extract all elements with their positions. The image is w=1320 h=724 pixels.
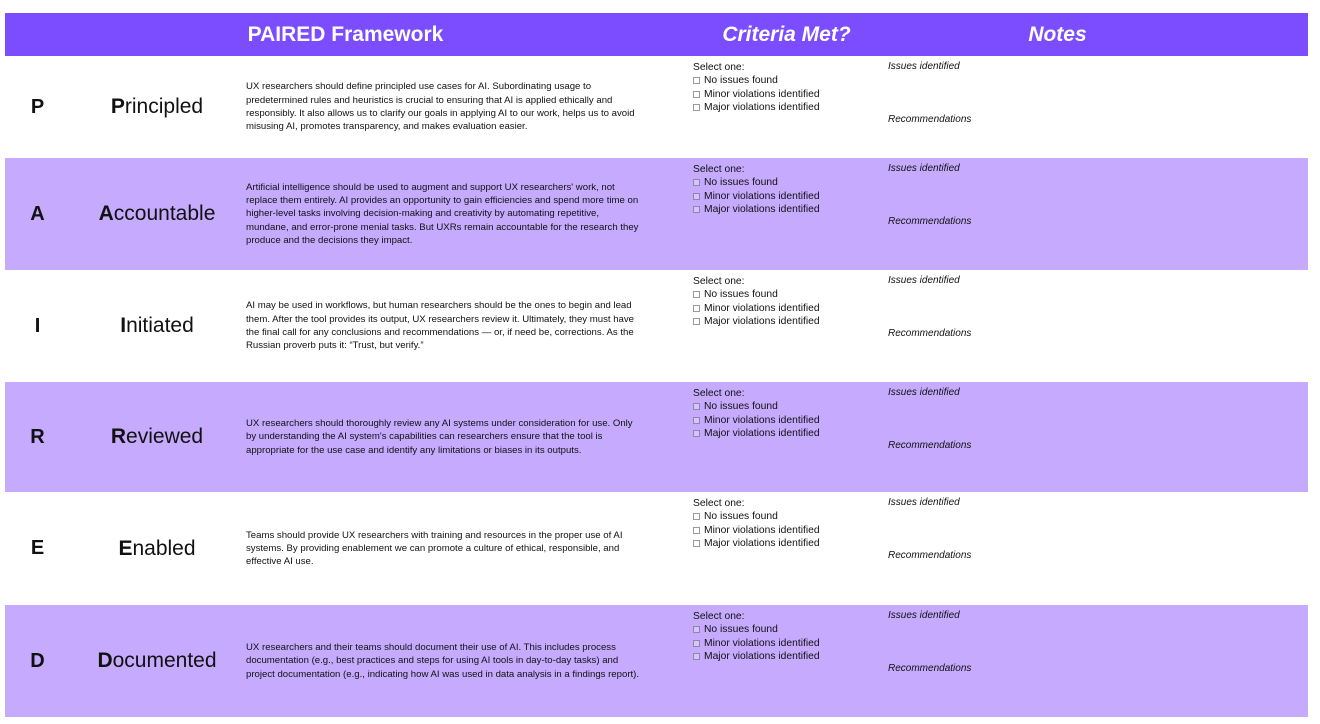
description-text: Teams should provide UX researchers with training and resources in the proper use of AI systems. By providing enablement we can promote a culture of ethical, responsible, and effective AI use. [246,529,623,568]
criteria-option[interactable] [693,427,873,440]
principle-rest: nitiated [126,314,194,337]
principle-description [246,270,641,382]
checkbox[interactable] [693,626,700,633]
option-label: No issues found [704,511,778,523]
option-label: Major violations identified [704,101,820,113]
criteria-option[interactable] [693,400,873,413]
recommendations-label[interactable]: Recommendations [888,550,972,561]
table-row [5,492,1308,605]
principle-name [70,382,244,492]
checkbox[interactable] [693,513,700,520]
option-label: No issues found [704,289,778,301]
principle-name [70,492,244,605]
issues-identified-label[interactable]: Issues identified [888,275,960,286]
row-letter: D [30,649,45,672]
checkbox[interactable] [693,653,700,660]
criteria-option[interactable] [693,637,873,650]
criteria-cell [693,61,873,114]
principle-rest: ccountable [113,202,216,225]
principle-initial: R [110,425,127,448]
recommendations-label[interactable]: Recommendations [888,216,972,227]
select-one-label: Select one: [693,388,745,399]
criteria-option[interactable] [693,288,873,301]
criteria-option[interactable] [693,414,873,427]
row-letter: I [34,314,41,337]
table-header [5,13,1308,56]
description-text: UX researchers and their teams should document their use of AI. This includes process documentation (e.g., best practices and steps for using AI tools in day-to-day tasks) and project documentation (e.g., indicating how AI was used in data analysis in a findings report). [246,642,640,680]
checkbox[interactable] [693,403,700,410]
checkbox[interactable] [693,527,700,534]
principle-initial: I [120,314,127,337]
option-label: Minor violations identified [704,88,820,100]
principle-description [246,605,641,717]
checkbox[interactable] [693,193,700,200]
principle-initial: A [98,202,114,225]
header-notes: Notes [1028,22,1087,46]
checkbox[interactable] [693,91,700,98]
select-one-label: Select one: [693,498,745,509]
criteria-option[interactable] [693,315,873,328]
criteria-option[interactable] [693,623,873,636]
checkbox[interactable] [693,104,700,111]
description-text: AI may be used in workflows, but human researchers should be the ones to begin and lead them. After the tool provides its output, UX researchers review it. Ultimately, they must have the final call for any conclusions and recommendations — or, if need be, corrections. As the Russian proverb puts it: “Trust, but verify.” [246,300,634,352]
checkbox[interactable] [693,540,700,547]
criteria-option[interactable] [693,88,873,101]
checkbox[interactable] [693,640,700,647]
principle-rest: rincipled [124,95,204,118]
select-one-label: Select one: [693,611,745,622]
option-label: Major violations identified [704,650,820,662]
select-one-label: Select one: [693,164,745,175]
option-label: No issues found [704,75,778,87]
principle-description [246,382,641,492]
option-label: No issues found [704,624,778,636]
principle-description [246,158,641,270]
checkbox[interactable] [693,417,700,424]
recommendations-label[interactable]: Recommendations [888,328,972,339]
option-label: No issues found [704,177,778,189]
criteria-option[interactable] [693,74,873,87]
principle-name [70,56,244,158]
option-label: Minor violations identified [704,190,820,202]
option-label: Minor violations identified [704,637,820,649]
issues-identified-label[interactable]: Issues identified [888,497,960,508]
criteria-option[interactable] [693,190,873,203]
table-body [5,56,1308,717]
criteria-option[interactable] [693,203,873,216]
principle-rest: ocumented [112,649,217,672]
criteria-cell [693,163,873,216]
criteria-cell [693,387,873,440]
principle-rest: nabled [132,536,196,560]
principle-description [246,56,641,158]
header-criteria-met: Criteria Met? [722,22,851,46]
recommendations-label[interactable]: Recommendations [888,114,972,125]
criteria-option[interactable] [693,302,873,315]
row-letter: A [30,202,45,225]
option-label: Minor violations identified [704,524,820,536]
principle-initial: P [110,95,125,118]
table-row [5,270,1308,382]
select-one-label: Select one: [693,276,745,287]
principle-initial: D [97,649,113,672]
table-row [5,605,1308,717]
issues-identified-label[interactable]: Issues identified [888,61,960,72]
criteria-option[interactable] [693,176,873,189]
criteria-option[interactable] [693,524,873,537]
checkbox[interactable] [693,77,700,84]
principle-name [70,270,244,382]
option-label: Major violations identified [704,427,820,439]
description-text: UX researchers should thoroughly review any AI systems under consideration for use. Only by understanding the AI system's capabilities can researchers ensure that the tool is appropriate for the use case and identify any limitations or biases in its outputs. [246,418,633,456]
principle-initial: E [118,536,133,560]
criteria-option[interactable] [693,650,873,663]
principle-description [246,492,641,605]
issues-identified-label[interactable]: Issues identified [888,387,960,398]
checkbox[interactable] [693,206,700,213]
principle-name [70,158,244,270]
select-one-label: Select one: [693,62,745,73]
option-label: Major violations identified [704,203,820,215]
principle-name [70,605,244,717]
principle-rest: eviewed [126,425,204,448]
row-letter: E [30,537,45,559]
checkbox[interactable] [693,305,700,312]
checkbox[interactable] [693,430,700,437]
criteria-option[interactable] [693,510,873,523]
criteria-cell [693,497,873,550]
checkbox[interactable] [693,318,700,325]
option-label: No issues found [704,401,778,413]
option-label: Major violations identified [704,537,820,549]
criteria-option[interactable] [693,101,873,114]
description-text: Artificial intelligence should be used to augment and support UX researchers' work, not replace them entirely. AI provides an opportunity to gain efficiencies and spend more time on higher-level tasks involving decision-making and creativity by automating repetitive, mundane, and error-prone menial tasks. But UXRs remain accountable for the research they produce and the decisions they impact. [246,181,639,246]
criteria-option[interactable] [693,537,873,550]
recommendations-label[interactable]: Recommendations [888,440,972,451]
criteria-cell [693,610,873,663]
header-framework: PAIRED Framework [247,22,444,46]
table-row [5,382,1308,492]
recommendations-label[interactable]: Recommendations [888,663,972,674]
option-label: Minor violations identified [704,302,820,314]
option-label: Minor violations identified [704,414,820,426]
option-label: Major violations identified [704,315,820,327]
description-text: UX researchers should define principled use cases for AI. Subordinating usage to predetermined rules and heuristics is crucial to ensuring that AI is applied ethically and responsibly. It also allows us to clarify our goals in applying AI to our work, helps us to avoid misusing AI, promotes transparency, and makes evaluation easier. [246,81,635,133]
paired-framework-table [5,13,1308,717]
table-row [5,56,1308,158]
issues-identified-label[interactable]: Issues identified [888,610,960,621]
checkbox[interactable] [693,179,700,186]
row-letter: R [30,425,45,448]
checkbox[interactable] [693,291,700,298]
row-letter: P [30,95,45,118]
table-row [5,158,1308,270]
criteria-cell [693,275,873,328]
issues-identified-label[interactable]: Issues identified [888,163,960,174]
